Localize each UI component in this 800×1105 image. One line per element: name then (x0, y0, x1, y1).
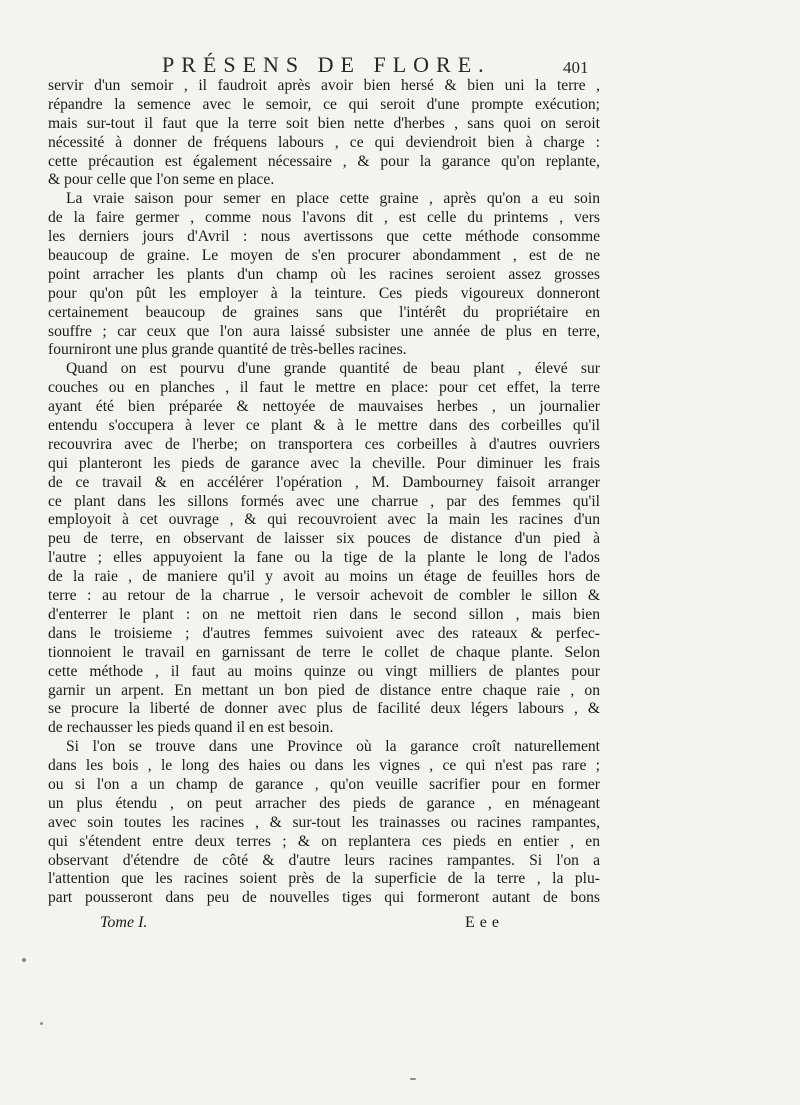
text-line: dans les bois , le long des haies ou dans les vignes , ce qui n'est pas rare ; (48, 757, 600, 775)
text-line: ou si l'on a un champ de garance , qu'on veuille sacrifier pour en former (48, 775, 600, 793)
paper-speck (40, 1022, 43, 1025)
text-line: ce plant dans les sillons formés avec une charrue , par des femmes qu'il (48, 492, 600, 510)
text-line: recouvrira avec de l'herbe; on transportera ces corbeilles à d'autres ouvriers (48, 435, 600, 453)
text-line: un plus étendu , on peut arracher des pieds de garance , en ménageant (48, 794, 600, 812)
text-line: nécessité à donner de fréquens labours , ce qui deviendroit bien à charge : (48, 133, 600, 151)
text-line: garnir un arpent. En mettant un bon pied de distance entre chaque raie , on (48, 681, 600, 699)
text-line: Quand on est pourvu d'une grande quantité de beau plant , élevé sur (66, 360, 600, 378)
text-line: d'enterrer le plant : on ne mettoit rien dans le second sillon , mais bien (48, 605, 600, 623)
text-line: part pousseront dans peu de nouvelles tiges qui formeront autant de bons (48, 889, 600, 907)
text-line: fourniront une plus grande quantité de très-belles racines. (48, 341, 407, 359)
page-footer (0, 914, 800, 936)
running-title: PRÉSENS DE FLORE. (162, 52, 491, 77)
text-line: observant d'étendre de côté & d'autre leurs racines rampantes. Si l'on a (48, 851, 600, 869)
signature-mark: Eee (465, 914, 504, 931)
volume-mark: Tome I. (100, 914, 148, 931)
text-line: Si l'on se trouve dans une Province où la garance croît naturellement (66, 738, 600, 756)
text-line: se procure la liberté de donner avec plus de facilité deux légers labours , & (48, 700, 600, 718)
text-line: répandre la semence avec le semoir, ce qui seroit d'une prompte exécution; (48, 95, 600, 113)
paper-speck (410, 1078, 416, 1080)
text-line: point arracher les plants d'un champ où les racines seroient assez grosses (48, 265, 600, 283)
text-line: beaucoup de graine. Le moyen de s'en procurer abondamment , est de ne (48, 247, 600, 265)
body-text (48, 77, 600, 908)
text-line: de la faire germer , comme nous l'avons dit , est celle du printems , vers (48, 209, 600, 227)
text-line: couches ou en planches , il faut le mettre en place: pour cet effet, la terre (48, 379, 600, 397)
text-line: terre : au retour de la charrue , le versoir achevoit de combler le sillon & (48, 587, 600, 605)
text-line: avec soin toutes les racines , & sur-tout les trainasses ou racines rampantes, (48, 813, 600, 831)
text-line: mais sur-tout il faut que la terre soit bien nette d'herbes , sans quoi on seroit (48, 114, 600, 132)
text-line: employoit à cet ouvrage , & qui recouvroient avec la main les racines d'un (48, 511, 600, 529)
text-line: peu de terre, en observant de laisser six pouces de distance d'un pied à (48, 530, 600, 548)
text-line: cette précaution est également nécessaire , & pour la garance qu'on replante, (48, 152, 600, 170)
text-line: certainement beaucoup de graines sans que l'intérêt du propriétaire en (48, 303, 600, 321)
text-line: l'autre ; elles appuyoient la fane ou la tige de la plante le long de l'ados (48, 549, 600, 567)
text-line: qui planteront les pieds de garance avec la cheville. Pour diminuer les frais (48, 454, 600, 472)
text-line: l'attention que les racines soient près de la superficie de la terre , la plu- (48, 870, 600, 888)
text-line: de la raie , de maniere qu'il y avoit au moins un étage de feuilles hors de (48, 568, 600, 586)
text-line: qui s'étendent entre deux terres ; & on replantera ces pieds en entier , en (48, 832, 600, 850)
text-line: de ce travail & en accélérer l'opération , M. Dambourney faisoit arranger (48, 473, 600, 491)
text-line: ayant été bien préparée & nettoyée de mauvaises herbes , un journalier (48, 398, 600, 416)
text-line: entendu s'occupera à lever ce plant & à le mettre dans des corbeilles qu'il (48, 417, 600, 435)
text-line: servir d'un semoir , il faudroit après avoir bien hersé & bien uni la terre , (48, 77, 600, 94)
paper-speck (22, 958, 26, 962)
text-line: La vraie saison pour semer en place cette graine , après qu'on a eu soin (66, 190, 600, 208)
text-line: dans le troisieme ; d'autres femmes suivoient avec des rateaux & perfec- (48, 624, 600, 642)
text-line: pour qu'on pût les employer à la teinture. Ces pieds vigoureux donneront (48, 284, 600, 302)
text-line: cette méthode , il faut au moins quinze ou vingt milliers de plantes pour (48, 662, 600, 680)
text-line: de rechausser les pieds quand il en est besoin. (48, 719, 334, 737)
page-number: 401 (563, 58, 589, 77)
text-line: & pour celle que l'on seme en place. (48, 171, 275, 189)
text-line: tionnoient le travail en garnissant de terre le collet de chaque plante. Selon (48, 643, 600, 661)
text-line: les derniers jours d'Avril : nous avertissons que cette méthode consomme (48, 228, 600, 246)
text-line: souffre ; car ceux que l'on aura laissé subsister une année de plus en terre, (48, 322, 600, 340)
